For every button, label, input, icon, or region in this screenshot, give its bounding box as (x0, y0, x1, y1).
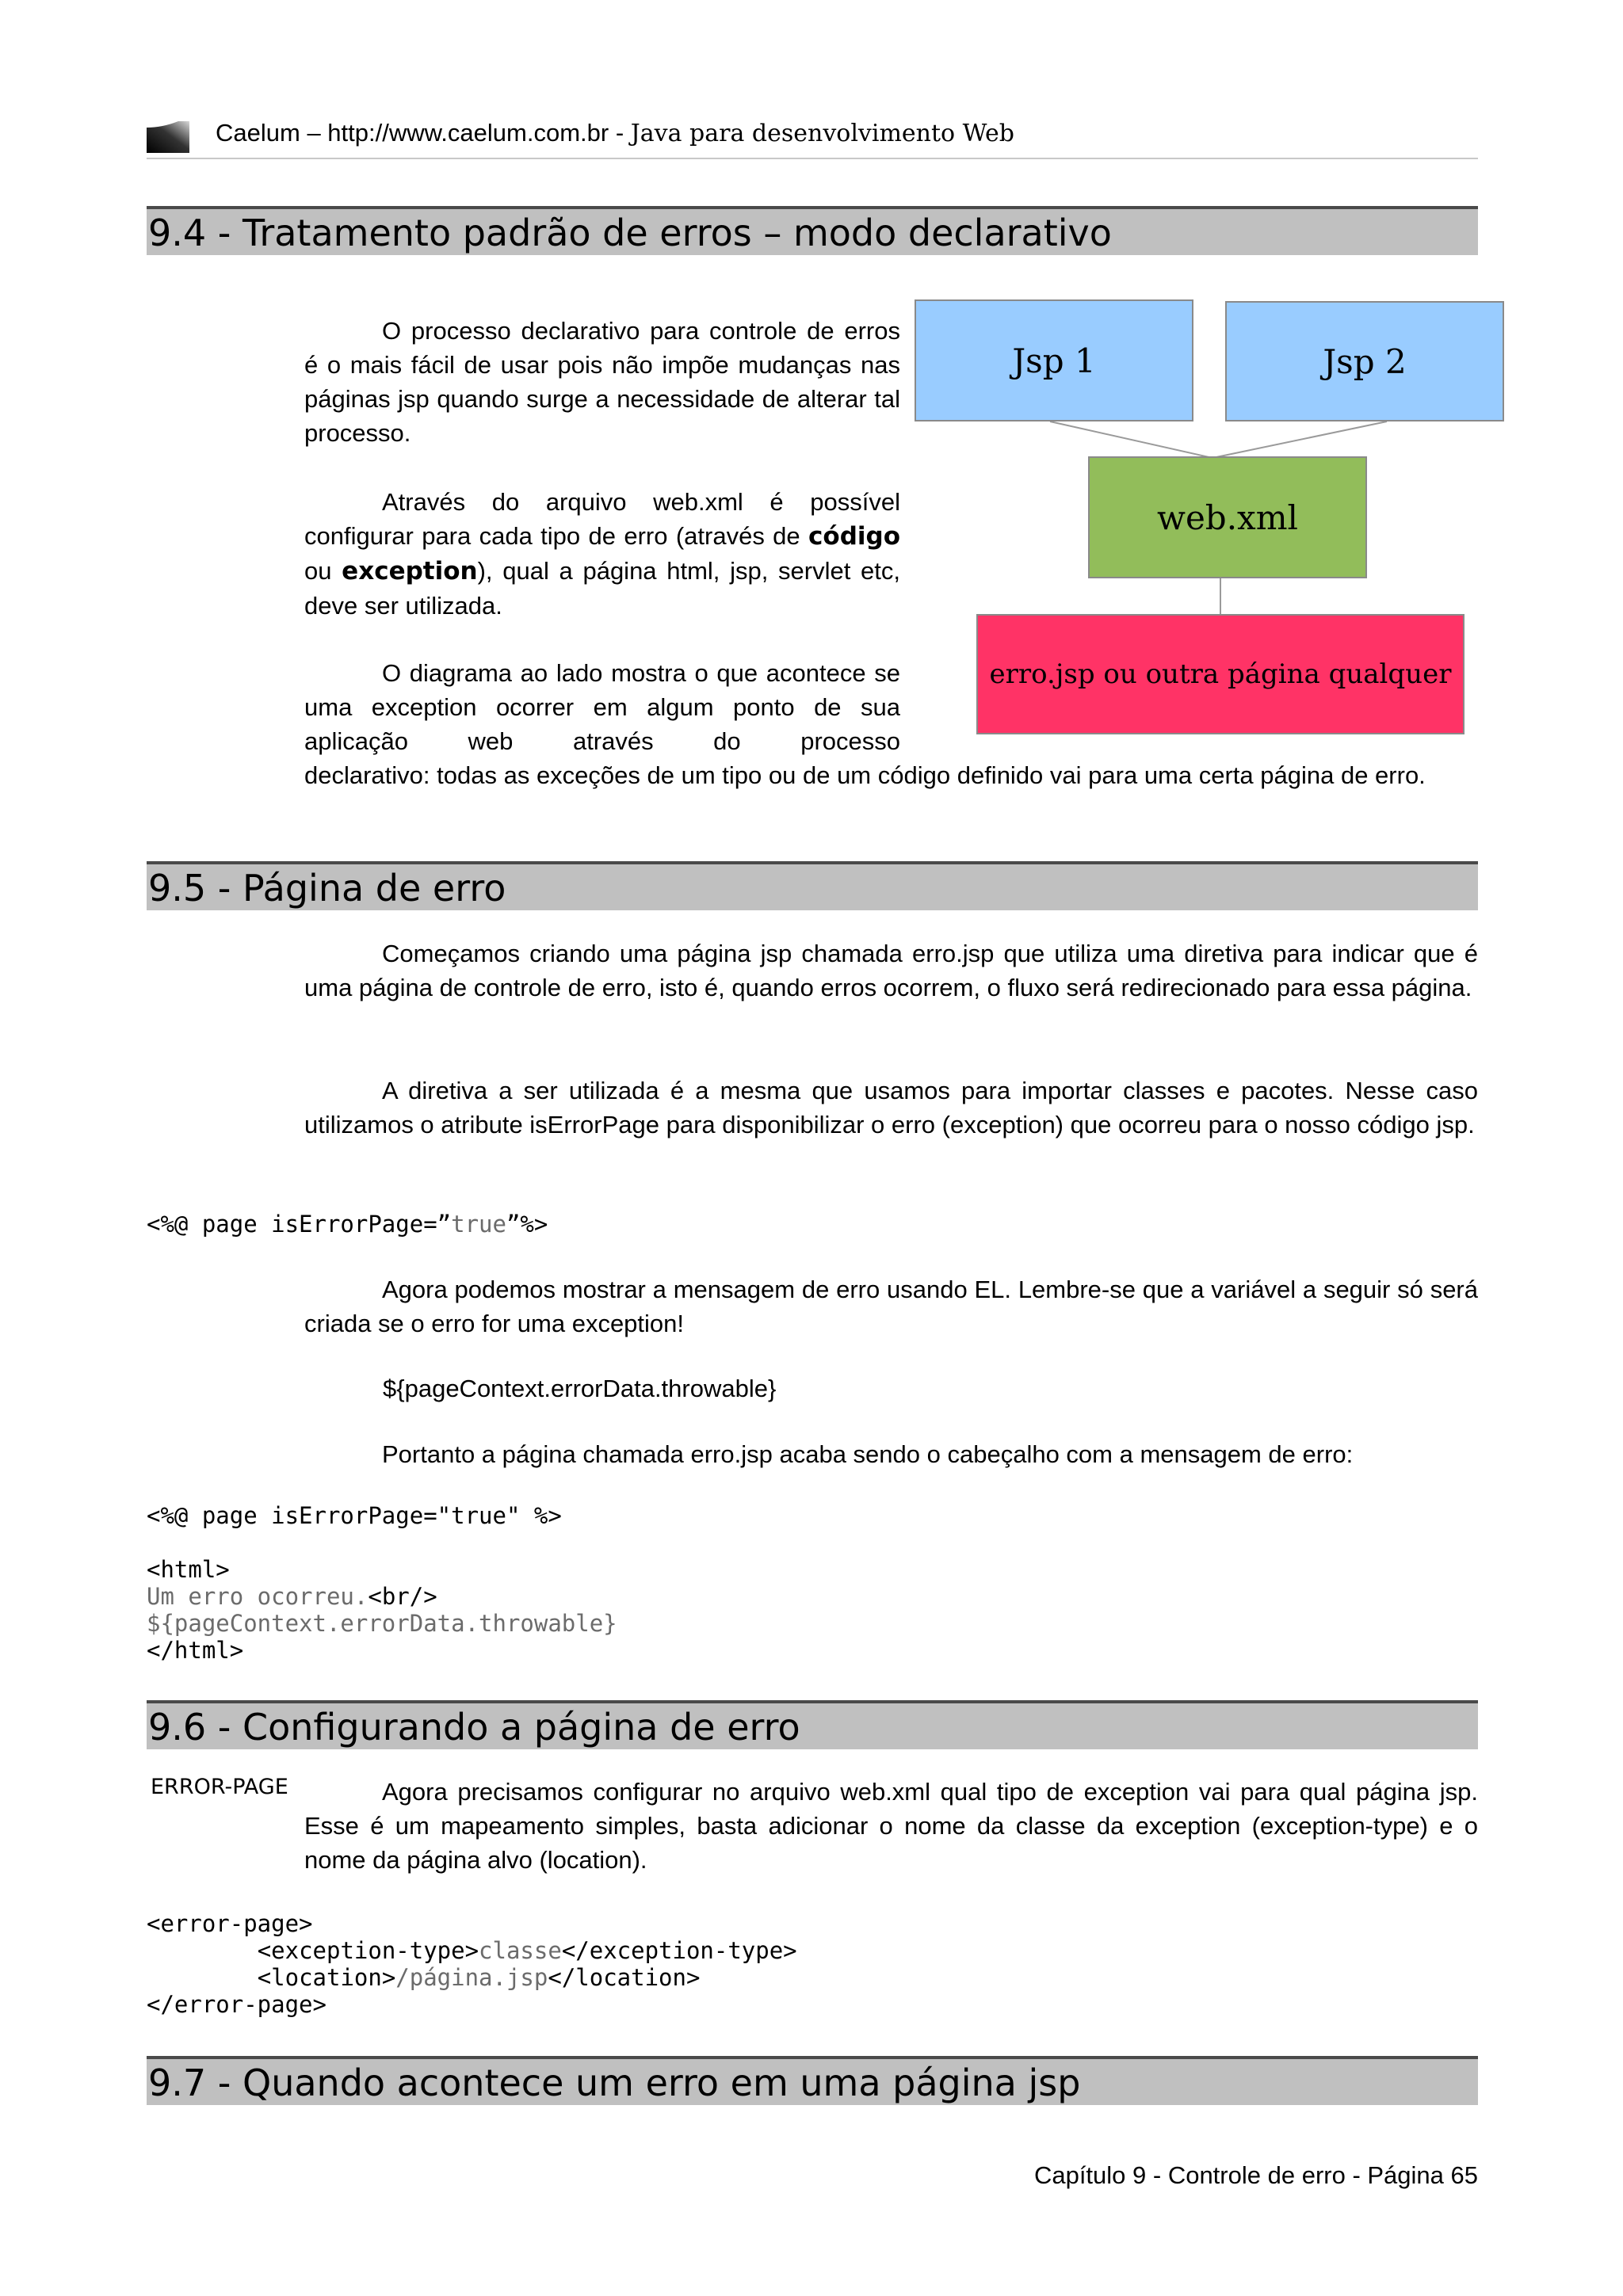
page-footer: Capítulo 9 - Controle de erro - Página 65 (1033, 2161, 1478, 2189)
section-heading-9-5: 9.5 - Página de erro (147, 861, 1478, 910)
paragraph: A diretiva a ser utilizada é a mesma que usamos para importar classes e pacotes. Nesse caso utilizamos o atribute isErrorPage para disponibilizar o erro (exception) que ocorreu para o nosso código jsp. (304, 1077, 1478, 1138)
margin-label: ERROR-PAGE (151, 1775, 288, 1799)
header-book-title: Java para desenvolvimento Web (630, 120, 1014, 147)
paragraph: O diagrama ao lado mostra o que acontece se uma exception ocorrer em algum ponto de sua aplicação web através do processo (304, 659, 900, 755)
section-heading-9-7: 9.7 - Quando acontece um erro em uma página jsp (147, 2056, 1478, 2105)
paragraph: declarativo: todas as exceções de um tipo ou de um código definido vai para uma certa página de erro. (304, 761, 1426, 789)
section-heading-9-6: 9.6 - Configurando a página de erro (147, 1700, 1478, 1749)
header-org: Caelum (216, 119, 300, 147)
el-expression: ${pageContext.errorData.throwable} (383, 1375, 777, 1402)
connector-jsp1-webxml (1050, 421, 1212, 458)
paragraph: Agora podemos mostrar a mensagem de erro usando EL. Lembre-se que a variável a seguir só será criada se o erro for uma exception! (304, 1276, 1478, 1337)
connector-jsp2-webxml (1212, 421, 1387, 458)
paragraph: Agora precisamos configurar no arquivo web.xml qual tipo de exception vai para qual página jsp. Esse é um mapeamento simples, basta adicionar o nome da classe da exception (exception-type) e o nome da página alvo (location). (304, 1778, 1478, 1874)
code-block-erro-jsp: <%@ page isErrorPage="true" %> <html> Um erro ocorreu.<br/> ${pageContext.errorData.throwable} </html> (147, 1502, 617, 1664)
code-block-directive: <%@ page isErrorPage=”true”%> (147, 1211, 548, 1238)
bold-term-exception: exception (342, 557, 478, 585)
diagram-node-webxml: web.xml (1088, 456, 1367, 578)
diagram-node-jsp1: Jsp 1 (915, 299, 1193, 421)
caelum-logo-icon (147, 121, 189, 153)
running-header: Caelum – http://www.caelum.com.br - Java para desenvolvimento Web (216, 119, 1014, 147)
section-heading-9-4: 9.4 - Tratamento padrão de erros – modo declarativo (147, 206, 1478, 255)
header-url: http://www.caelum.com.br (327, 119, 609, 147)
diagram-node-erro-jsp: erro.jsp ou outra página qualquer (976, 614, 1465, 734)
header-rule (147, 158, 1478, 159)
paragraph: Começamos criando uma página jsp chamada erro.jsp que utiliza uma diretiva para indicar que é uma página de controle de erro, isto é, quando erros ocorrem, o fluxo será redirecionado para essa página. (304, 940, 1478, 1001)
paragraph: O processo declarativo para controle de erros é o mais fácil de usar pois não impõe mudanças nas páginas jsp quando surge a necessidade de alterar tal processo. (304, 317, 900, 447)
paragraph: Portanto a página chamada erro.jsp acaba sendo o cabeçalho com a mensagem de erro: (382, 1440, 1354, 1468)
bold-term-codigo: código (808, 522, 900, 551)
code-block-error-page: <error-page> <exception-type>classe</exception-type> <location>/página.jsp</location> </error-page> (147, 1910, 797, 2018)
diagram-node-jsp2: Jsp 2 (1225, 301, 1504, 421)
paragraph: Através do arquivo web.xml é possível configurar para cada tipo de erro (através de código ou exception), qual a página html, jsp, servlet etc, deve ser utilizada. (304, 488, 900, 620)
